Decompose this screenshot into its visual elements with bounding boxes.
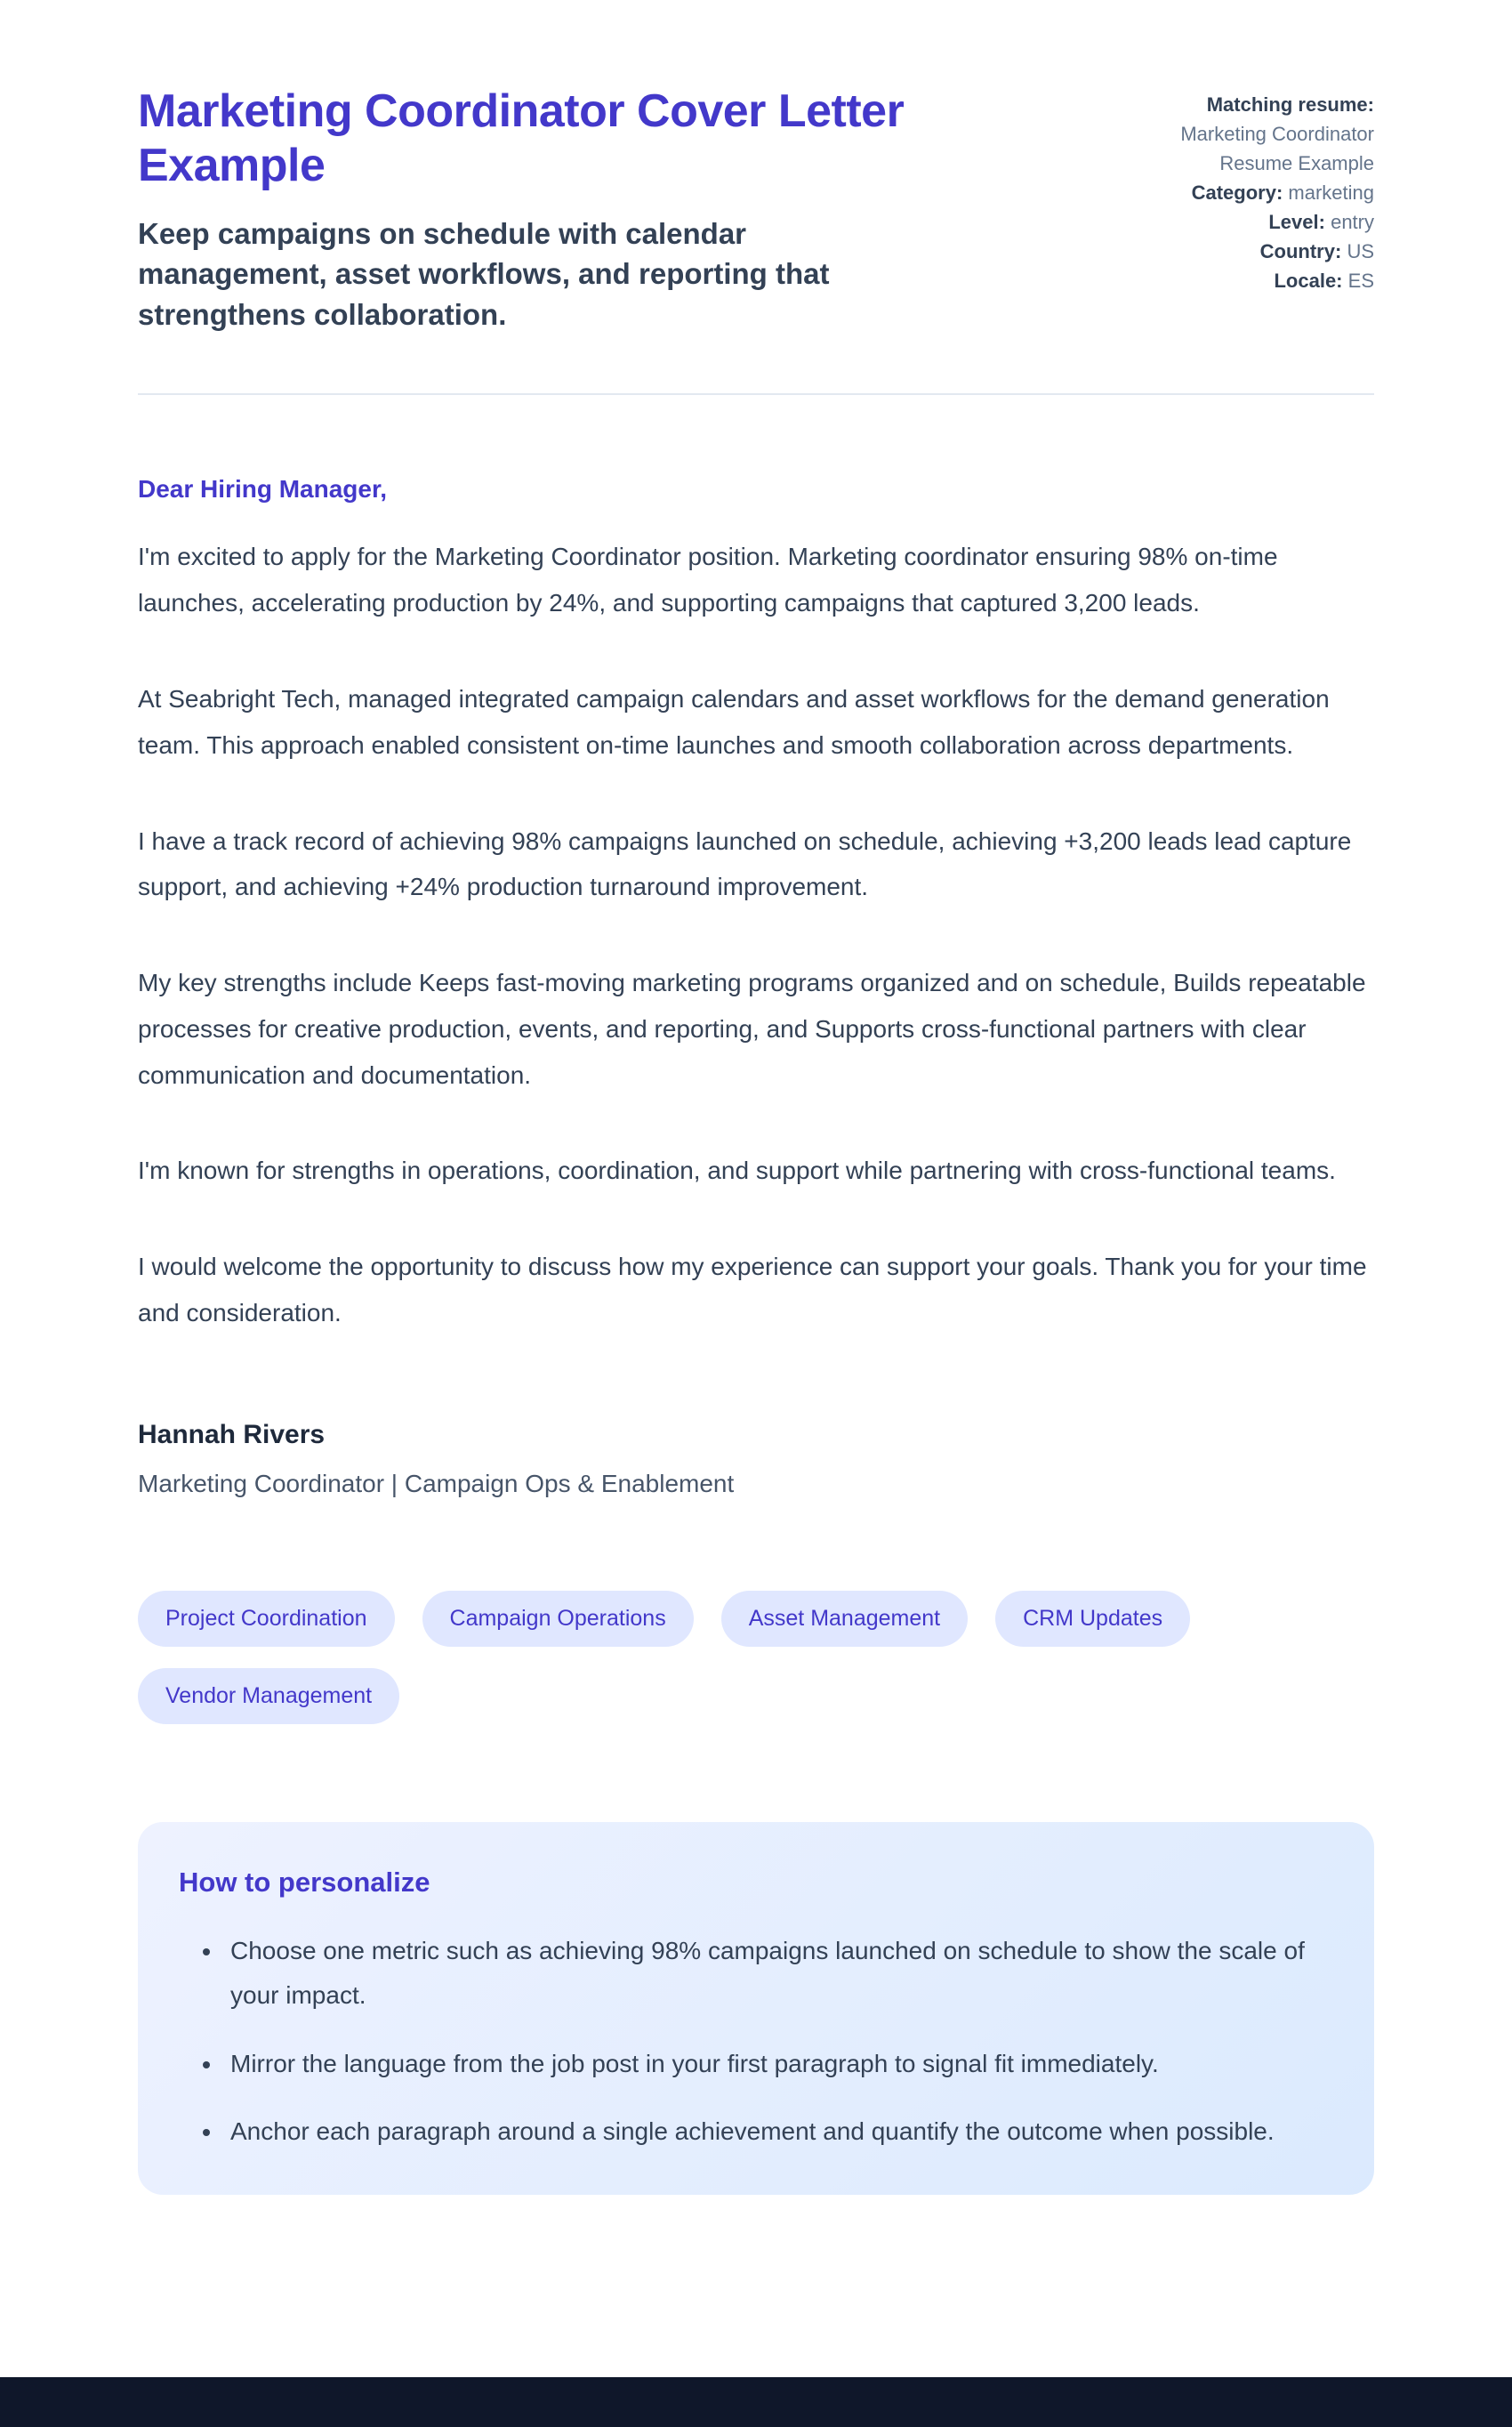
meta-matching-label bbox=[1116, 90, 1374, 119]
letter-paragraph: At Seabright Tech, managed integrated campaign calendars and asset workflows for the demand generation team. This approach enabled consistent on-time launches and smooth collaboration across departments. bbox=[138, 684, 1330, 759]
letter-salutation: Dear Hiring Manager, bbox=[138, 475, 388, 504]
meta-field-country bbox=[1116, 237, 1374, 266]
meta-value: marketing bbox=[1288, 181, 1374, 204]
personalize-tip: • Anchor each paragraph around a single achievement and quantify the outcome when possible. bbox=[223, 2109, 1333, 2154]
meta-label: Locale: bbox=[1274, 270, 1343, 292]
signature-block bbox=[138, 1420, 1374, 1498]
header-divider bbox=[138, 393, 1374, 395]
meta-value: US bbox=[1347, 240, 1374, 262]
letter-paragraph: I'm excited to apply for the Marketing Coordinator position. Marketing coordinator ensuring 98% on-time launches, accelerating production by 24%, and supporting campaigns that captured 3,200 leads. bbox=[138, 543, 1278, 617]
letter-paragraph: I'm known for strengths in operations, coordination, and support while partnering with cross-functional teams. bbox=[138, 1157, 1336, 1185]
meta-value: ES bbox=[1347, 270, 1374, 292]
content-column bbox=[138, 0, 1374, 2195]
page-subtitle: Keep campaigns on schedule with calendar management, asset workflows, and reporting that strengthens collaboration. bbox=[138, 216, 830, 331]
personalize-callout bbox=[138, 1822, 1374, 2196]
personalize-tip: • Mirror the language from the job post in your first paragraph to signal fit immediately. bbox=[223, 2042, 1333, 2086]
signature-role: Marketing Coordinator | Campaign Ops & Enablement bbox=[138, 1469, 735, 1497]
title-block bbox=[138, 85, 1063, 335]
meta-matching-value: Marketing Coordinator Resume Example bbox=[1180, 123, 1374, 174]
letter-paragraph: I would welcome the opportunity to discuss how my experience can support your goals. Thank you for your time and consideration. bbox=[138, 1253, 1367, 1327]
skill-tags-row bbox=[138, 1591, 1374, 1724]
meta-value: entry bbox=[1331, 211, 1374, 233]
meta-label: Category: bbox=[1191, 181, 1283, 204]
personalize-list bbox=[179, 1929, 1333, 2155]
cover-letter-body bbox=[138, 475, 1374, 1336]
signature-name: Hannah Rivers bbox=[138, 1419, 326, 1449]
meta-field-category bbox=[1116, 178, 1374, 207]
page-header bbox=[138, 85, 1374, 335]
tag-pill[interactable]: Asset Management bbox=[721, 1591, 968, 1647]
page-footer-bar bbox=[0, 2377, 1512, 2427]
meta-label: Level: bbox=[1268, 211, 1325, 233]
meta-block bbox=[1116, 85, 1374, 295]
letter-paragraph: I have a track record of achieving 98% campaigns launched on schedule, achieving +3,200 leads lead capture support, and achieving +24% production turnaround improvement. bbox=[138, 826, 1352, 901]
meta-label: Country: bbox=[1259, 240, 1342, 262]
tag-pill[interactable]: Campaign Operations bbox=[422, 1591, 694, 1647]
meta-field-level bbox=[1116, 207, 1374, 237]
personalize-heading: How to personalize bbox=[179, 1866, 430, 1898]
letter-paragraph: My key strengths include Keeps fast-moving marketing programs organized and on schedule, Builds repeatable processes for creative production, events, and reporting, and Supports cross-functional partners with clear communication and documentation. bbox=[138, 969, 1366, 1089]
tag-pill[interactable]: CRM Updates bbox=[995, 1591, 1190, 1647]
meta-field-locale bbox=[1116, 266, 1374, 295]
tag-pill[interactable]: Project Coordination bbox=[138, 1591, 395, 1647]
tag-pill[interactable]: Vendor Management bbox=[138, 1668, 399, 1724]
page-title: Marketing Coordinator Cover Letter Example bbox=[138, 85, 905, 192]
personalize-tip: • Choose one metric such as achieving 98% campaigns launched on schedule to show the scale of your impact. bbox=[223, 1929, 1333, 2019]
meta-label: Matching resume: bbox=[1206, 93, 1374, 116]
